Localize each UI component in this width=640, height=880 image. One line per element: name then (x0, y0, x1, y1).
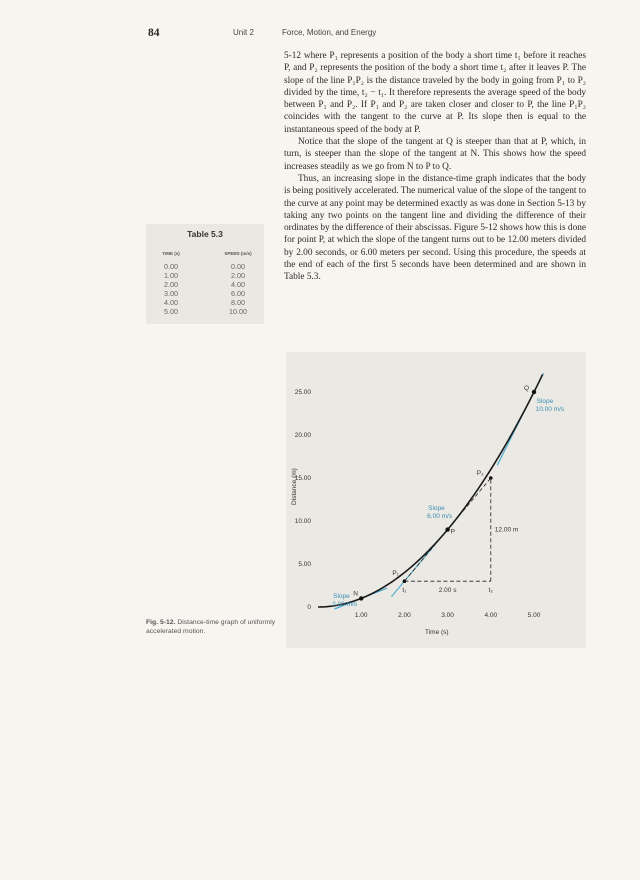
slope-value-p: 6.00 m/s (427, 512, 453, 520)
origin-label: 0 (307, 604, 311, 611)
t1-label: t₁ (402, 587, 407, 595)
time-cell: 0.00 (164, 262, 178, 271)
unit-label: Unit 2 (233, 28, 254, 37)
table-row (146, 298, 264, 307)
point-n-marker (359, 596, 363, 600)
speed-cell: 2.00 (231, 271, 245, 280)
x-tick-label: 2.00 (398, 612, 411, 619)
slope-value-q: 10.00 m/s (535, 406, 565, 414)
point-p-label: P (450, 528, 455, 536)
slope-value-n: 2.00 m/s (332, 600, 358, 608)
y-tick-label: 15.00 (294, 475, 311, 482)
time-cell: 2.00 (164, 280, 178, 289)
distance-time-graph (286, 352, 586, 648)
table-row (146, 289, 264, 298)
table-body (146, 262, 264, 316)
y-axis-label: Distance (m) (291, 468, 298, 506)
rise-label: 12.00 m (494, 526, 519, 534)
figure-caption (146, 619, 284, 636)
speed-cell: 10.00 (229, 307, 247, 316)
page-number: 84 (148, 27, 160, 39)
point-p1-label: P₁ (392, 570, 399, 578)
paragraph-1: 5-12 where P₁ represents a position of the body a short time t₁ before it reaches P, and P₂ represents the position of the body a short time t₂ after it leaves P. The slope of the line P₁P₂ is the distance traveled by the body in going from P₁ to P₂ divided by the time, t₂ − t₁. It therefore represents the average speed of the body between P₁ and P₂. If P₁ and P₂ are taken closer and closer to P, the line P₁P₂ coincides with the tangent to the curve at P. Its slope then is equal to the instantaneous speed of the body at P. (284, 51, 586, 135)
y-tick-label: 20.00 (294, 432, 311, 439)
table-header-time: TIME (s) (162, 251, 180, 256)
time-cell: 3.00 (164, 289, 178, 298)
table-row (146, 280, 264, 289)
figure-caption-text: Distance-time graph of uniformly accelerated motion. (146, 619, 276, 635)
table-row (146, 307, 264, 316)
graph-background (286, 352, 586, 648)
t2-label: t₂ (488, 587, 493, 595)
x-axis-label: Time (s) (425, 629, 449, 636)
speed-table (146, 224, 264, 324)
table-row (146, 262, 264, 271)
y-tick-label: 5.00 (298, 561, 311, 568)
slope-label-n: Slope (333, 592, 350, 600)
time-cell: 1.00 (164, 271, 178, 280)
point-p2-marker (489, 476, 493, 480)
time-cell: 5.00 (164, 307, 178, 316)
paragraph-3: Thus, an increasing slope in the distance-time graph indicates that the body is being positively accelerated. The numerical value of the slope of the tangent to the curve at any point may be determined exactly as was done in Section 5-13 by taking any two points on the tangent line and dividing the difference of their ordinates by the difference of their abscissas. Figure 5-12 shows how this is done for point P, at which the slope of the tangent turns out to be 12.00 meters divided by 2.00 seconds, or 6.00 meters per second. Using this procedure, the speeds at the end of each of the first 5 seconds have been determined and are shown in Table 5.3. (284, 173, 586, 283)
paragraph-2: Notice that the slope of the tangent at Q is steeper than that at P, which, in turn, is steeper than the slope of the tangent at N. This shows how the speed increases steadily as we go from N to P to Q. (284, 137, 586, 172)
speed-cell: 0.00 (231, 262, 245, 271)
speed-cell: 8.00 (231, 298, 245, 307)
figure-label: Fig. 5-12. (146, 619, 176, 626)
speed-cell: 4.00 (231, 280, 245, 289)
slope-label-p: Slope (428, 504, 445, 512)
running-title: Force, Motion, and Energy (282, 28, 377, 37)
x-tick-label: 3.00 (441, 612, 454, 619)
time-cell: 4.00 (164, 298, 178, 307)
x-tick-label: 1.00 (354, 612, 368, 619)
point-p-marker (445, 527, 449, 531)
table-header-speed: SPEED (m/s) (224, 251, 252, 256)
speed-cell: 6.00 (231, 289, 245, 298)
point-p2-label: P₂ (476, 470, 484, 477)
run-label: 2.00 s (438, 587, 457, 595)
body-text (284, 50, 586, 284)
point-n-label: N (353, 590, 358, 598)
slope-label-q: Slope (536, 398, 554, 406)
point-q-marker (532, 390, 536, 394)
point-p1-marker (403, 579, 407, 583)
x-tick-label: 4.00 (484, 612, 498, 619)
table-title: Table 5.3 (187, 229, 223, 239)
x-tick-label: 5.00 (527, 612, 541, 619)
y-tick-label: 10.00 (294, 518, 311, 525)
y-tick-label: 25.00 (294, 389, 311, 396)
point-q-label: Q (524, 385, 530, 392)
page-header (0, 27, 640, 41)
table-row (146, 271, 264, 280)
